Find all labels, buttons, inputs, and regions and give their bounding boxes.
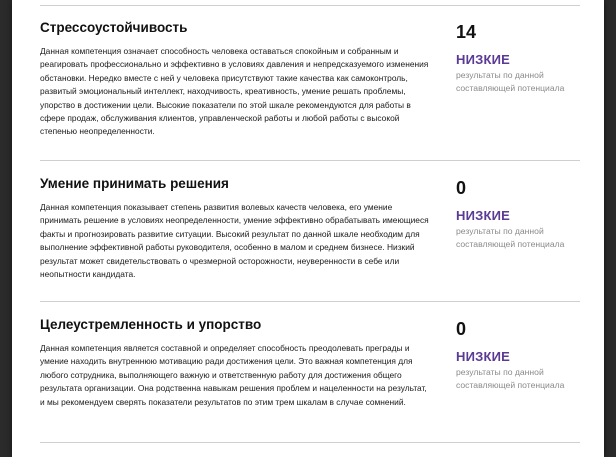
competency-level-note: результаты по данной составляющей потенциала xyxy=(456,226,565,250)
competency-result xyxy=(456,317,580,442)
competency-result xyxy=(456,20,580,160)
competency-decision-making xyxy=(40,161,580,301)
competency-determination xyxy=(40,302,580,442)
competency-text xyxy=(40,317,432,442)
competency-score: 0 xyxy=(456,178,467,198)
competency-score: 14 xyxy=(456,22,477,42)
section-divider xyxy=(40,442,580,443)
competency-text xyxy=(40,20,432,160)
competency-title: Умение принимать решения xyxy=(40,176,229,191)
competency-level: НИЗКИЕ xyxy=(456,349,511,364)
competency-level: НИЗКИЕ xyxy=(456,52,511,67)
competency-title: Стрессоустойчивость xyxy=(40,20,188,35)
competency-level-note: результаты по данной составляющей потенциала xyxy=(456,70,565,94)
competency-level: НИЗКИЕ xyxy=(456,208,511,223)
competency-stress-resistance xyxy=(40,6,580,160)
competency-description: Данная компетенция является составной и определяет способность преодолевать преграды и умение находить внутреннюю мотивацию ради достижения цели. Это важная компетенция для любого сотрудника, выполняющего важную и ответственную работу для достижения общего результата организации. Она родственна навыкам решения проблем и нацеленности на результат, и мы рекомендуем сверять показатели результатов по этим трем шкалам в случае сомнений. xyxy=(40,343,427,407)
competency-result xyxy=(456,176,580,301)
competency-list xyxy=(40,0,580,443)
competency-score: 0 xyxy=(456,319,467,339)
competency-level-note: результаты по данной составляющей потенциала xyxy=(456,367,565,391)
competency-title: Целеустремленность и упорство xyxy=(40,317,262,332)
competency-description: Данная компетенция показывает степень развития волевых качеств человека, его умение принимать решение в условиях неопределенности, умение эффективно обрабатывать имеющиеся факты и прогнозировать развитие ситуации. Высокий результат по данной шкале необходим для выполнение эффективной работы руководителя, особенно в малом и среднем бизнесе. Низкий результат может свидетельствовать о чрезмерной осторожности, неуверенности в себе или неопытности кандидата. xyxy=(40,202,429,280)
competency-description: Данная компетенция означает способность человека оставаться спокойным и собранным и реагировать профессионально и эффективно в условиях давления и непредсказуемого изменения обстановки. Нередко вместе с ней у человека присутствуют такие качества как самоконтроль, развитый эмоциональный интеллект, находчивость, креативность, умение решать проблемы, упорство в достижении цели. Высокие показатели по этой шкале рекомендуются для работы в сфере продаж, обслуживания клиентов, управленческой работы и любой работы с высокой степенью неопределенности. xyxy=(40,46,429,137)
competency-text xyxy=(40,176,432,301)
document-page xyxy=(12,0,604,457)
